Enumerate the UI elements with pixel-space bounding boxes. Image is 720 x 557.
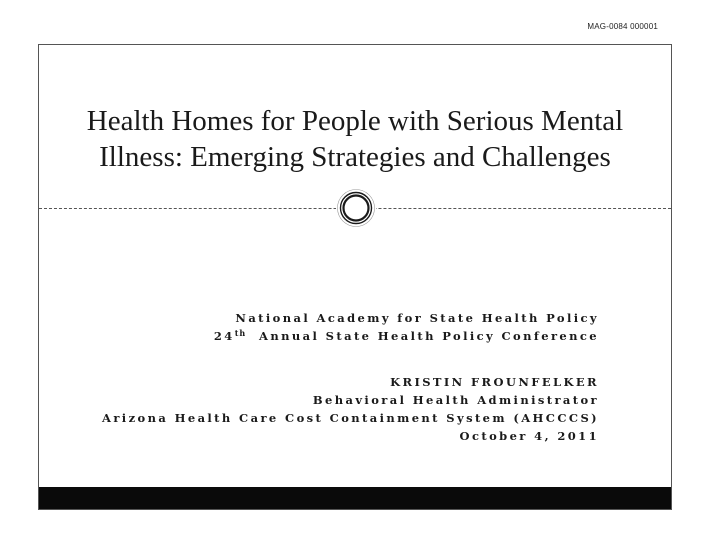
slide-title-line-1: Health Homes for People with Serious Mental	[86, 105, 624, 137]
presentation-date: October 4, 2011	[459, 429, 599, 443]
conference-number: 24	[213, 329, 235, 343]
author-role: Behavioral Health Administrator	[312, 393, 599, 407]
title-slide	[38, 44, 672, 510]
author-info	[102, 373, 599, 445]
slide-title-line-2: Illness: Emerging Strategies and Challenges	[99, 141, 611, 173]
conference-name	[214, 327, 599, 345]
author-name: KRISTIN FROUNFELKER	[390, 375, 599, 389]
bates-number: MAG-0084 000001	[587, 22, 658, 31]
circle-ornament-icon	[336, 188, 376, 228]
slide-title	[39, 103, 671, 175]
conference-ordinal-suffix: th	[234, 328, 247, 338]
conference-title: Annual State Health Policy Conference	[259, 329, 599, 343]
conference-info	[214, 309, 599, 345]
footer-bar	[39, 487, 671, 509]
author-organization: Arizona Health Care Cost Containment System (AHCCCS)	[102, 411, 599, 425]
conference-organization: National Academy for State Health Policy	[235, 311, 599, 325]
